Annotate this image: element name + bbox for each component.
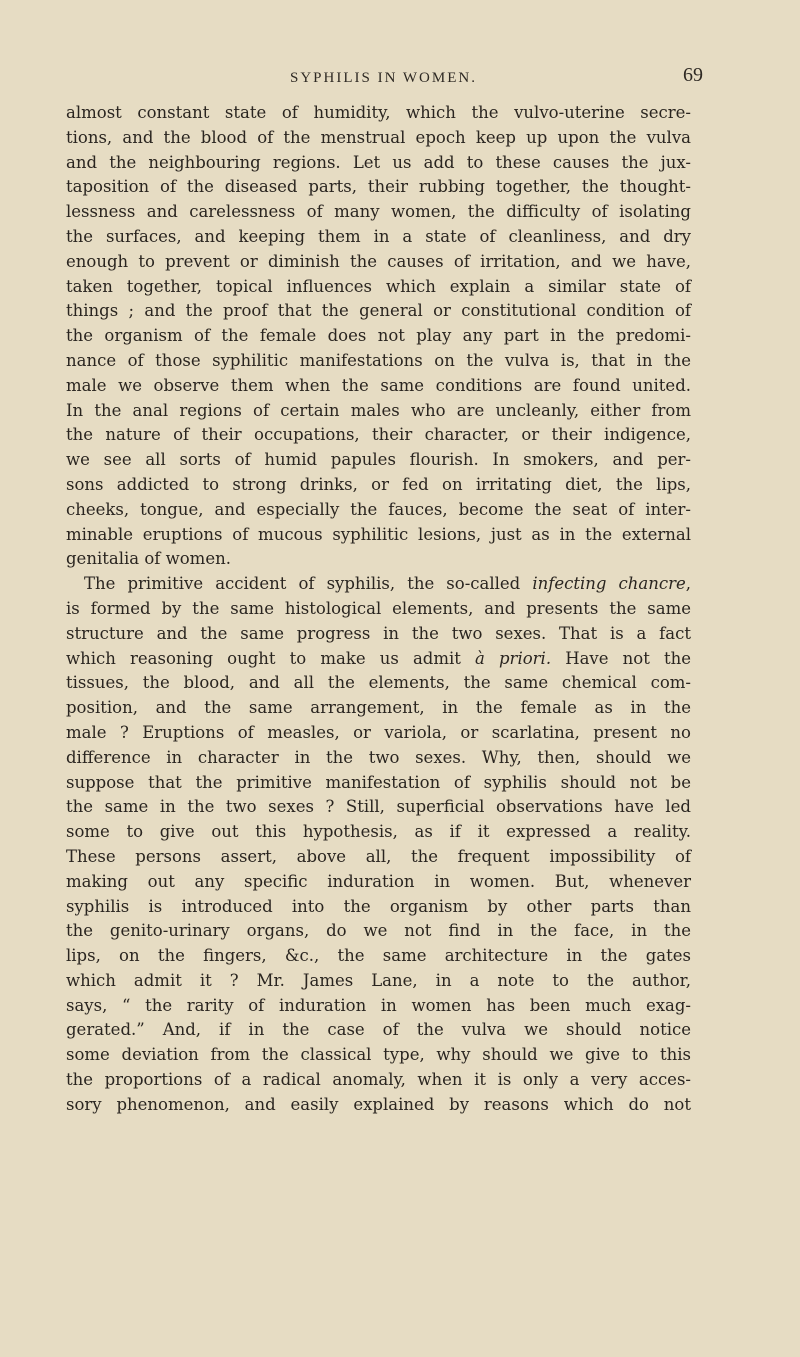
- text-line: minable eruptions of mucous syphilitic lesions, just as in the external: [66, 524, 691, 544]
- text-line: taposition of the diseased parts, their rubbing together, the thought-: [66, 177, 691, 197]
- text-line: male we observe them when the same conditions are found united.: [66, 375, 691, 395]
- text-line: the same in the two sexes ? Still, superficial observations have led: [66, 797, 691, 817]
- running-head: SYPHILIS IN WOMEN.: [290, 70, 477, 86]
- text-line: suppose that the primitive manifestation of syphilis should not be: [66, 772, 691, 792]
- text-run: ,: [685, 574, 691, 594]
- text-run: Have not the: [551, 648, 691, 668]
- body-text: [66, 101, 691, 1118]
- text-line: making out any specific induration in women. But, whenever: [66, 871, 691, 891]
- text-line: lessness and carelessness of many women, the difficulty of isolating: [66, 202, 691, 222]
- text-line: difference in character in the two sexes. Why, then, should we: [66, 747, 691, 767]
- text-line: the organism of the female does not play any part in the predomi-: [66, 326, 691, 346]
- text-line: and the neighbouring regions. Let us add to these causes the jux-: [66, 152, 691, 172]
- text-line: gerated.” And, if in the case of the vulva we should notice: [66, 1020, 691, 1040]
- text-line: structure and the same progress in the two sexes. That is a fact: [66, 623, 691, 643]
- text-line: the surfaces, and keeping them in a state of cleanliness, and dry: [66, 226, 691, 246]
- text-line: some deviation from the classical type, why should we give to this: [66, 1045, 691, 1065]
- text-line: tions, and the blood of the menstrual epoch keep up upon the vulva: [66, 127, 691, 147]
- text-line: genitalia of women.: [66, 549, 231, 569]
- text-line: taken together, topical influences which explain a similar state of: [66, 276, 691, 296]
- text-line: lips, on the fingers, &c., the same architecture in the gates: [66, 946, 691, 966]
- text-line: cheeks, tongue, and especially the fauces, become the seat of inter-: [66, 499, 691, 519]
- text-line: the proportions of a radical anomaly, when it is only a very acces-: [66, 1070, 691, 1090]
- text-line: enough to prevent or diminish the causes of irritation, and we have,: [66, 251, 691, 271]
- text-line: almost constant state of humidity, which the vulvo-uterine secre-: [66, 103, 691, 122]
- text-run: which reasoning ought to make us admit: [66, 648, 476, 668]
- text-line: [66, 572, 691, 597]
- text-line: male ? Eruptions of measles, or variola, or scarlatina, present no: [66, 722, 691, 742]
- text-line: position, and the same arrangement, in the female as in the: [66, 698, 691, 718]
- text-line: some to give out this hypothesis, as if it expressed a reality.: [66, 822, 691, 842]
- text-line: the genito-urinary organs, do we not find in the face, in the: [66, 921, 691, 941]
- text-line: nance of those syphilitic manifestations on the vulva is, that in the: [66, 350, 691, 370]
- text-line: syphilis is introduced into the organism by other parts than: [66, 896, 691, 916]
- text-line: In the anal regions of certain males who are uncleanly, either from: [66, 400, 691, 420]
- text-line: which admit it ? Mr. James Lane, in a note to the author,: [66, 970, 691, 990]
- text-line: sory phenomenon, and easily explained by reasons which do not: [66, 1094, 691, 1114]
- text-line: [66, 647, 691, 672]
- text-line: the nature of their occupations, their character, or their indigence,: [66, 425, 691, 445]
- text-line: says, “ the rarity of induration in women has been much exag-: [66, 995, 691, 1015]
- text-line: we see all sorts of humid papules flourish. In smokers, and per-: [66, 450, 691, 470]
- text-run: The primitive accident of syphilis, the so-called: [84, 574, 533, 594]
- text-line: tissues, the blood, and all the elements, the same chemical com-: [66, 673, 691, 693]
- italic-term: infecting chancre: [532, 574, 686, 594]
- text-line: These persons assert, above all, the frequent impossibility of: [66, 846, 691, 866]
- text-line: is formed by the same histological elements, and presents the same: [66, 598, 691, 618]
- italic-term: à priori.: [475, 648, 552, 668]
- page-number: 69: [683, 64, 703, 86]
- text-line: things ; and the proof that the general or constitutional condition of: [66, 301, 691, 321]
- text-line: sons addicted to strong drinks, or fed on irritating diet, the lips,: [66, 474, 691, 494]
